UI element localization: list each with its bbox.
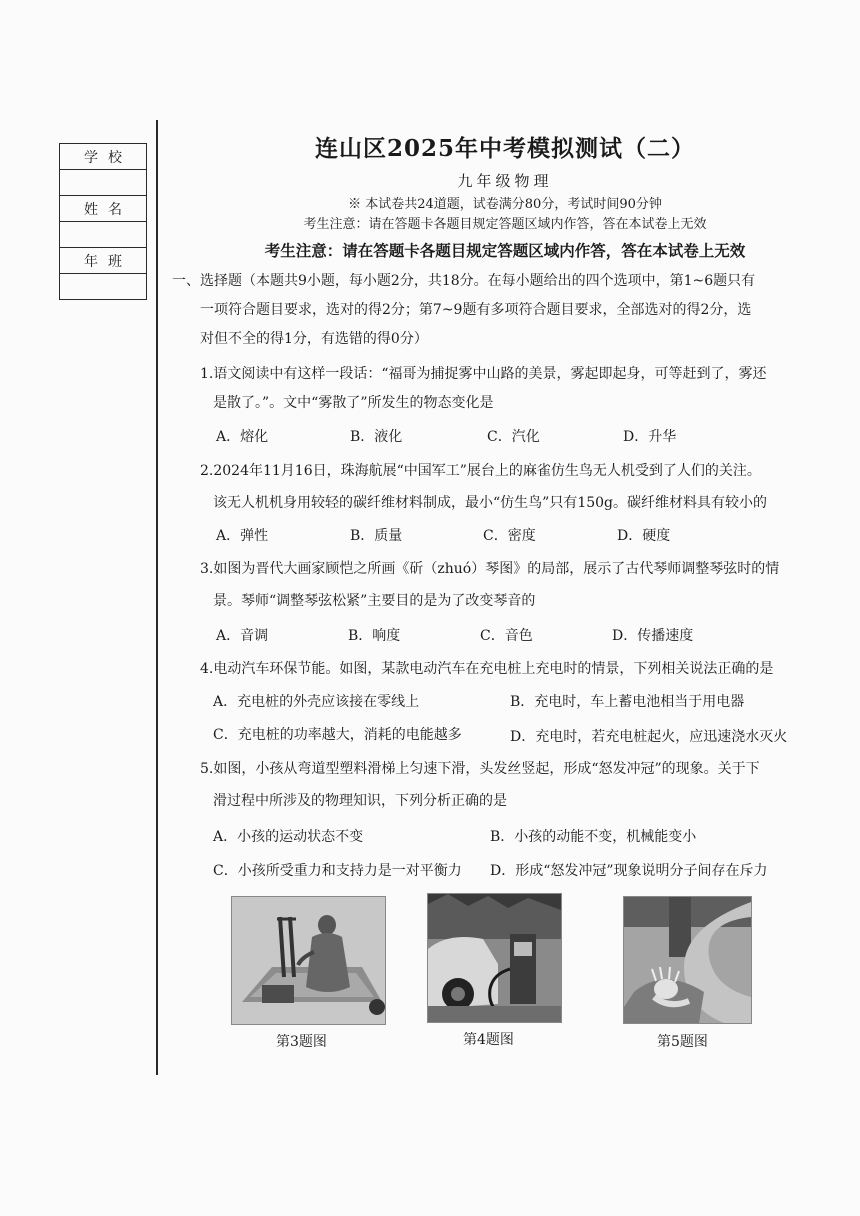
q2-option-d: D．硬度: [617, 528, 671, 544]
figure-4-caption: 第4题图: [463, 1032, 514, 1048]
figure-5-caption: 第5题图: [657, 1034, 708, 1050]
school-label: 学校: [60, 144, 147, 170]
q3-option-d: D．传播速度: [612, 628, 694, 644]
q3-option-b: B．响度: [348, 628, 401, 644]
q4-line1: 4.电动汽车环保节能。如图，某款电动汽车在充电桩上充电时的情景，下列相关说法正确的是: [200, 661, 774, 677]
q3-option-a: A．音调: [216, 628, 269, 644]
figure-4-ev-charging-image: [427, 893, 562, 1023]
q1-line2: 是散了。”。文中“雾散了”所发生的物态变化是: [213, 395, 494, 411]
q4-option-c: C．充电桩的功率越大，消耗的电能越多: [213, 727, 462, 743]
q5-option-d: D．形成“怒发冲冠”现象说明分子间存在斥力: [490, 863, 768, 879]
q5-option-c: C．小孩所受重力和支持力是一对平衡力: [213, 863, 462, 879]
class-field: [60, 274, 147, 300]
q3-line1: 3.如图为晋代大画家顾恺之所画《斫（zhuó）琴图》的局部，展示了古代琴师调整琴弦时的情: [200, 561, 780, 577]
figure-3-painting-image: [231, 896, 386, 1025]
exam-note: ※ 本试卷共24道题，试卷满分80分，考试时间90分钟: [348, 197, 662, 212]
name-label: 姓名: [60, 196, 147, 222]
q5-line1: 5.如图，小孩从弯道型塑料滑梯上匀速下滑，头发丝竖起，形成“怒发冲冠”的现象。关于下: [200, 761, 760, 777]
q4-option-b: B．充电时，车上蓄电池相当于用电器: [510, 694, 745, 710]
q4-option-a: A．充电桩的外壳应该接在零线上: [213, 694, 420, 710]
exam-title: 连山区2025年中考模拟测试（二）: [314, 135, 695, 162]
q3-line2: 景。琴师“调整琴弦松紧”主要目的是为了改变琴音的: [213, 593, 536, 609]
q2-option-b: B．质量: [350, 528, 403, 544]
q5-option-b: B．小孩的动能不变，机械能变小: [490, 829, 697, 845]
q3-option-c: C．音色: [480, 628, 533, 644]
q5-line2: 滑过程中所涉及的物理知识，下列分析正确的是: [213, 793, 507, 809]
q2-option-a: A．弹性: [216, 528, 269, 544]
q2-line1: 2.2024年11月16日，珠海航展“中国军工”展台上的麻雀仿生鸟无人机受到了人们的关注。: [200, 463, 761, 479]
figure-3-caption: 第3题图: [276, 1034, 327, 1050]
q1-option-c: C．汽化: [487, 429, 540, 445]
section1-line2: 一项符合题目要求，选对的得2分；第7~9题有多项符合题目要求，全部选对的得2分，选: [200, 302, 752, 318]
notice-bold: 考生注意：请在答题卡各题目规定答题区域内作答，答在本试卷上无效: [264, 241, 746, 260]
figure-5-slide-image: [623, 896, 752, 1024]
q1-option-d: D．升华: [623, 429, 677, 445]
q2-option-c: C．密度: [483, 528, 536, 544]
section1-line3: 对但不全的得1分，有选错的得0分）: [200, 331, 428, 347]
q1-option-a: A．熔化: [216, 429, 269, 445]
section1-line1: 一、选择题（本题共9小题，每小题2分，共18分。在每小题给出的四个选项中，第1~6题只有: [172, 273, 756, 289]
binding-line: [156, 120, 158, 1075]
q2-line2: 该无人机机身用较轻的碳纤维材料制成，最小“仿生鸟”只有150g。碳纤维材料具有较小的: [213, 495, 767, 511]
q1-option-b: B．液化: [350, 429, 403, 445]
notice-small: 考生注意：请在答题卡各题目规定答题区域内作答，答在本试卷上无效: [303, 217, 707, 232]
q4-option-d: D．充电时，若充电桩起火，应迅速浇水灭火: [510, 729, 788, 745]
class-label: 年班: [60, 248, 147, 274]
exam-subtitle: 九年级物理: [457, 172, 553, 190]
q1-line1: 1.语文阅读中有这样一段话：“福哥为捕捉雾中山路的美景，雾起即起身，可等赶到了，雾还: [200, 366, 767, 382]
q5-option-a: A．小孩的运动状态不变: [213, 829, 364, 845]
